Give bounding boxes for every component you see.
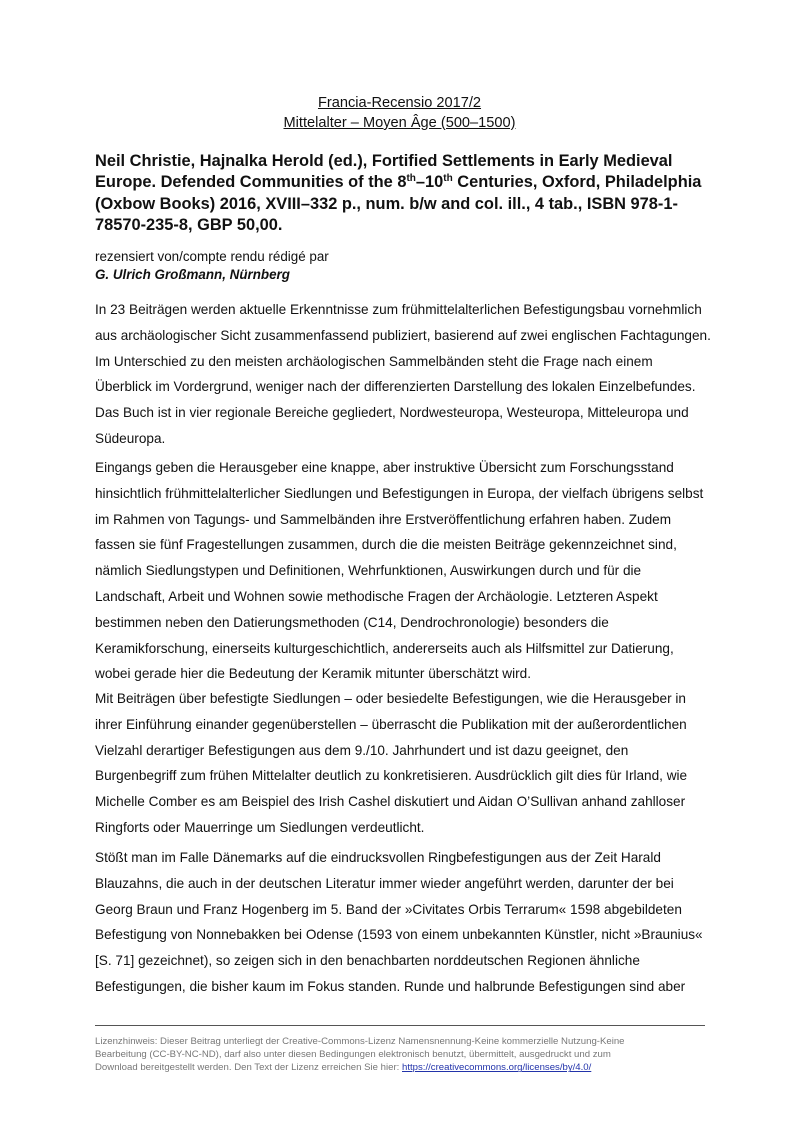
footer-line-text: Download bereitgestellt werden. Den Text der Lizenz erreichen Sie hier: — [95, 1062, 402, 1074]
footer-line — [95, 1061, 725, 1074]
text-line: fassen sie fünf Fragestellungen zusammen, durch die die meisten Beiträge gekennzeichnet sind, — [95, 537, 677, 553]
text-line: bestimmen neben den Datierungsmethoden (C14, Dendrochronologie) besonders die — [95, 614, 609, 630]
paragraph-1 — [95, 297, 725, 452]
reviewer-name: G. Ulrich Großmann, Nürnberg — [95, 267, 290, 282]
text-line: Eingangs geben die Herausgeber eine knappe, aber instruktive Übersicht zum Forschungsstand — [95, 460, 674, 475]
title-part-2: –10 — [415, 173, 444, 192]
text-line: Keramikforschung, einerseits kulturgeschichtlich, andererseits auch als Hilfsmittel zur Datierung, — [95, 640, 674, 656]
text-line: Stößt man im Falle Dänemarks auf die eindrucksvollen Ringbefestigungen aus der Zeit Harald — [95, 850, 661, 865]
text-line: hinsichtlich frühmittelalterlicher Siedlungen und Befestigungen in Europa, der vielfach übrigens selbst — [95, 485, 704, 501]
title-sup-2: th — [443, 173, 453, 185]
journal-header: Francia-Recensio 2017/2 — [317, 95, 482, 111]
footer-divider — [95, 1025, 705, 1026]
text-line: Befestigungen, die bisher kaum im Fokus standen. Runde und halbrunde Befestigungen sind aber — [95, 978, 686, 994]
book-title — [95, 151, 715, 236]
title-part-3: Centuries, Oxford, Philadelphia (Oxbow Books) 2016, XVIII–332 p., num. b/w and col. ill., 4 tab., ISBN 978-1-78570-235-8, GBP 50,00. — [95, 173, 702, 234]
text-line: Michelle Comber es am Beispiel des Irish Cashel diskutiert und Aidan O’Sullivan anhand zahlloser — [95, 794, 686, 810]
text-line: Befestigung von Nonnebakken bei Odense (1593 von einem unbekannten Künstler, nicht »Braunius« — [95, 927, 703, 943]
text-line: Georg Braun und Franz Hogenberg im 5. Band der »Civitates Orbis Terrarum« 1598 abgebildeten — [95, 901, 682, 917]
title-sup-1: th — [406, 173, 416, 185]
text-line: Vielzahl derartiger Befestigungen aus dem 9./10. Jahrhundert und ist dazu geeignet, den — [95, 742, 629, 758]
text-line: Mit Beiträgen über befestigte Siedlungen – oder besiedelte Befestigungen, wie die Herausgeber in — [95, 691, 686, 706]
reviewed-by-label: rezensiert von/compte rendu rédigé par — [95, 249, 329, 264]
text-line: Im Unterschied zu den meisten archäologischen Sammelbänden steht die Frage nach einem — [95, 353, 653, 369]
paragraph-2 — [95, 455, 725, 687]
text-line: im Rahmen von Tagungs- und Sammelbänden ihre Erstveröffentlichung erfahren haben. Zudem — [95, 511, 672, 527]
paragraph-4 — [95, 845, 725, 1000]
license-footer — [95, 1035, 725, 1075]
period-header: Mittelalter – Moyen Âge (500–1500) — [283, 115, 516, 131]
text-line: Südeuropa. — [95, 430, 166, 446]
text-line: aus archäologischer Sicht zusammenfassend publiziert, basierend auf zwei englischen Fachtagungen. — [95, 327, 711, 343]
text-line: Burgenbegriff zum frühen Mittelalter deutlich zu konkretisieren. Ausdrücklich gilt dies für Irland, wie — [95, 768, 688, 784]
paragraph-3 — [95, 686, 725, 841]
text-line: Ringforts oder Mauerringe um Siedlungen verdeutlicht. — [95, 819, 425, 835]
footer-line: Bearbeitung (CC-BY-NC-ND), darf also unter diesen Bedingungen elektronisch benutzt, übermittelt, ausgedruckt und zum — [95, 1049, 611, 1061]
text-line: ihrer Einführung einander gegenüberstellen – überrascht die Publikation mit der außerordentlichen — [95, 716, 687, 732]
text-line: wobei gerade hier die Bedeutung der Keramik mitunter überschätzt wird. — [95, 666, 531, 682]
text-line: Landschaft, Arbeit und Wohnen sowie methodische Fragen der Archäologie. Letzteren Aspekt — [95, 588, 658, 604]
text-line: Blauzahns, die auch in der deutschen Literatur immer wieder angeführt werden, darunter der bei — [95, 875, 674, 891]
footer-line: Lizenzhinweis: Dieser Beitrag unterliegt der Creative-Commons-Lizenz Namensnennung-Keine kommerzielle Nutzung-Keine — [95, 1036, 625, 1047]
text-line: nämlich Siedlungstypen und Definitionen, Wehrfunktionen, Auswirkungen durch und für die — [95, 563, 642, 579]
text-line: [S. 71] gezeichnet), so zeigen sich in den benachbarten norddeutschen Regionen ähnliche — [95, 953, 640, 969]
title-part-1: Neil Christie, Hajnalka Herold (ed.), Fortified Settlements in Early Medieval Europe. Defended Communities of the 8 — [95, 152, 673, 192]
text-line: In 23 Beiträgen werden aktuelle Erkenntnisse zum frühmittelalterlichen Befestigungsbau vornehmlich — [95, 302, 702, 317]
license-link[interactable]: https://creativecommons.org/licenses/by/4.0/ — [402, 1062, 592, 1074]
text-line: Das Buch ist in vier regionale Bereiche gegliedert, Nordwesteuropa, Westeuropa, Mitteleuropa und — [95, 405, 689, 421]
text-line: Überblick im Vordergrund, weniger nach der differenzierten Darstellung des lokalen Einzelbefundes. — [95, 379, 696, 395]
